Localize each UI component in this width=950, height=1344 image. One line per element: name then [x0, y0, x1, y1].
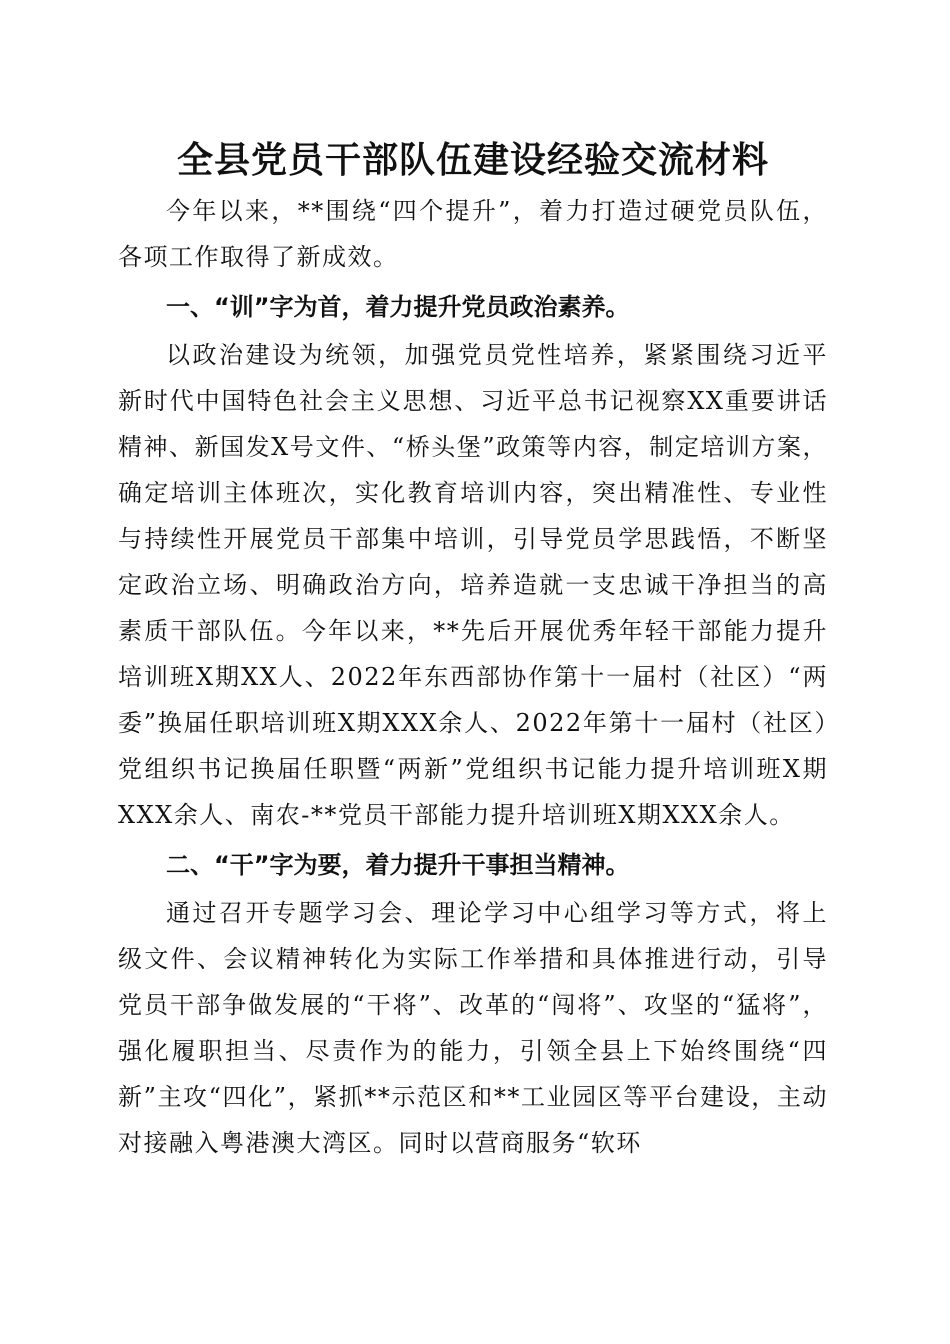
- section-1-heading: 一、“训”字为首，着力提升党员政治素养。: [166, 293, 630, 321]
- section-1-paragraph: 以政治建设为统领，加强党员党性培养，紧紧围绕习近平新时代中国特色社会主义思想、习近平总书记视察XX重要讲话精神、新国发X号文件、“桥头堡”政策等内容，制定培训方案，确定培训主体班次，实化教育培训内容，突出精准性、专业性与持续性开展党员干部集中培训，引导党员学思践悟，不断坚定政治立场、明确政治方向，培养造就一支忠诚干净担当的高素质干部队伍。今年以来，**先后开展优秀年轻干部能力提升培训班X期XX人、2022年东西部协作第十一届村（社区）“两委”换届任职培训班X期XXX余人、2022年第十一届村（社区）党组织书记换届任职暨“两新”党组织书记能力提升培训班X期XXX余人、南农-**党员干部能力提升培训班X期XXX余人。: [118, 341, 828, 829]
- document-page: [118, 132, 828, 1166]
- intro-paragraph: 今年以来，**围绕“四个提升”，着力打造过硬党员队伍，各项工作取得了新成效。: [118, 197, 828, 271]
- section-2-paragraph: 通过召开专题学习会、理论学习中心组学习等方式，将上级文件、会议精神转化为实际工作举措和具体推进行动，引导党员干部争做发展的“干将”、改革的“闯将”、攻坚的“猛将”，强化履职担当、尽责作为的能力，引领全县上下始终围绕“四新”主攻“四化”，紧抓**示范区和**工业园区等平台建设，主动对接融入粤港澳大湾区。同时以营商服务“软环: [118, 899, 828, 1157]
- document-title: 全县党员干部队伍建设经验交流材料: [176, 139, 769, 181]
- section-2-heading: 二、“干”字为要，着力提升干事担当精神。: [166, 851, 630, 879]
